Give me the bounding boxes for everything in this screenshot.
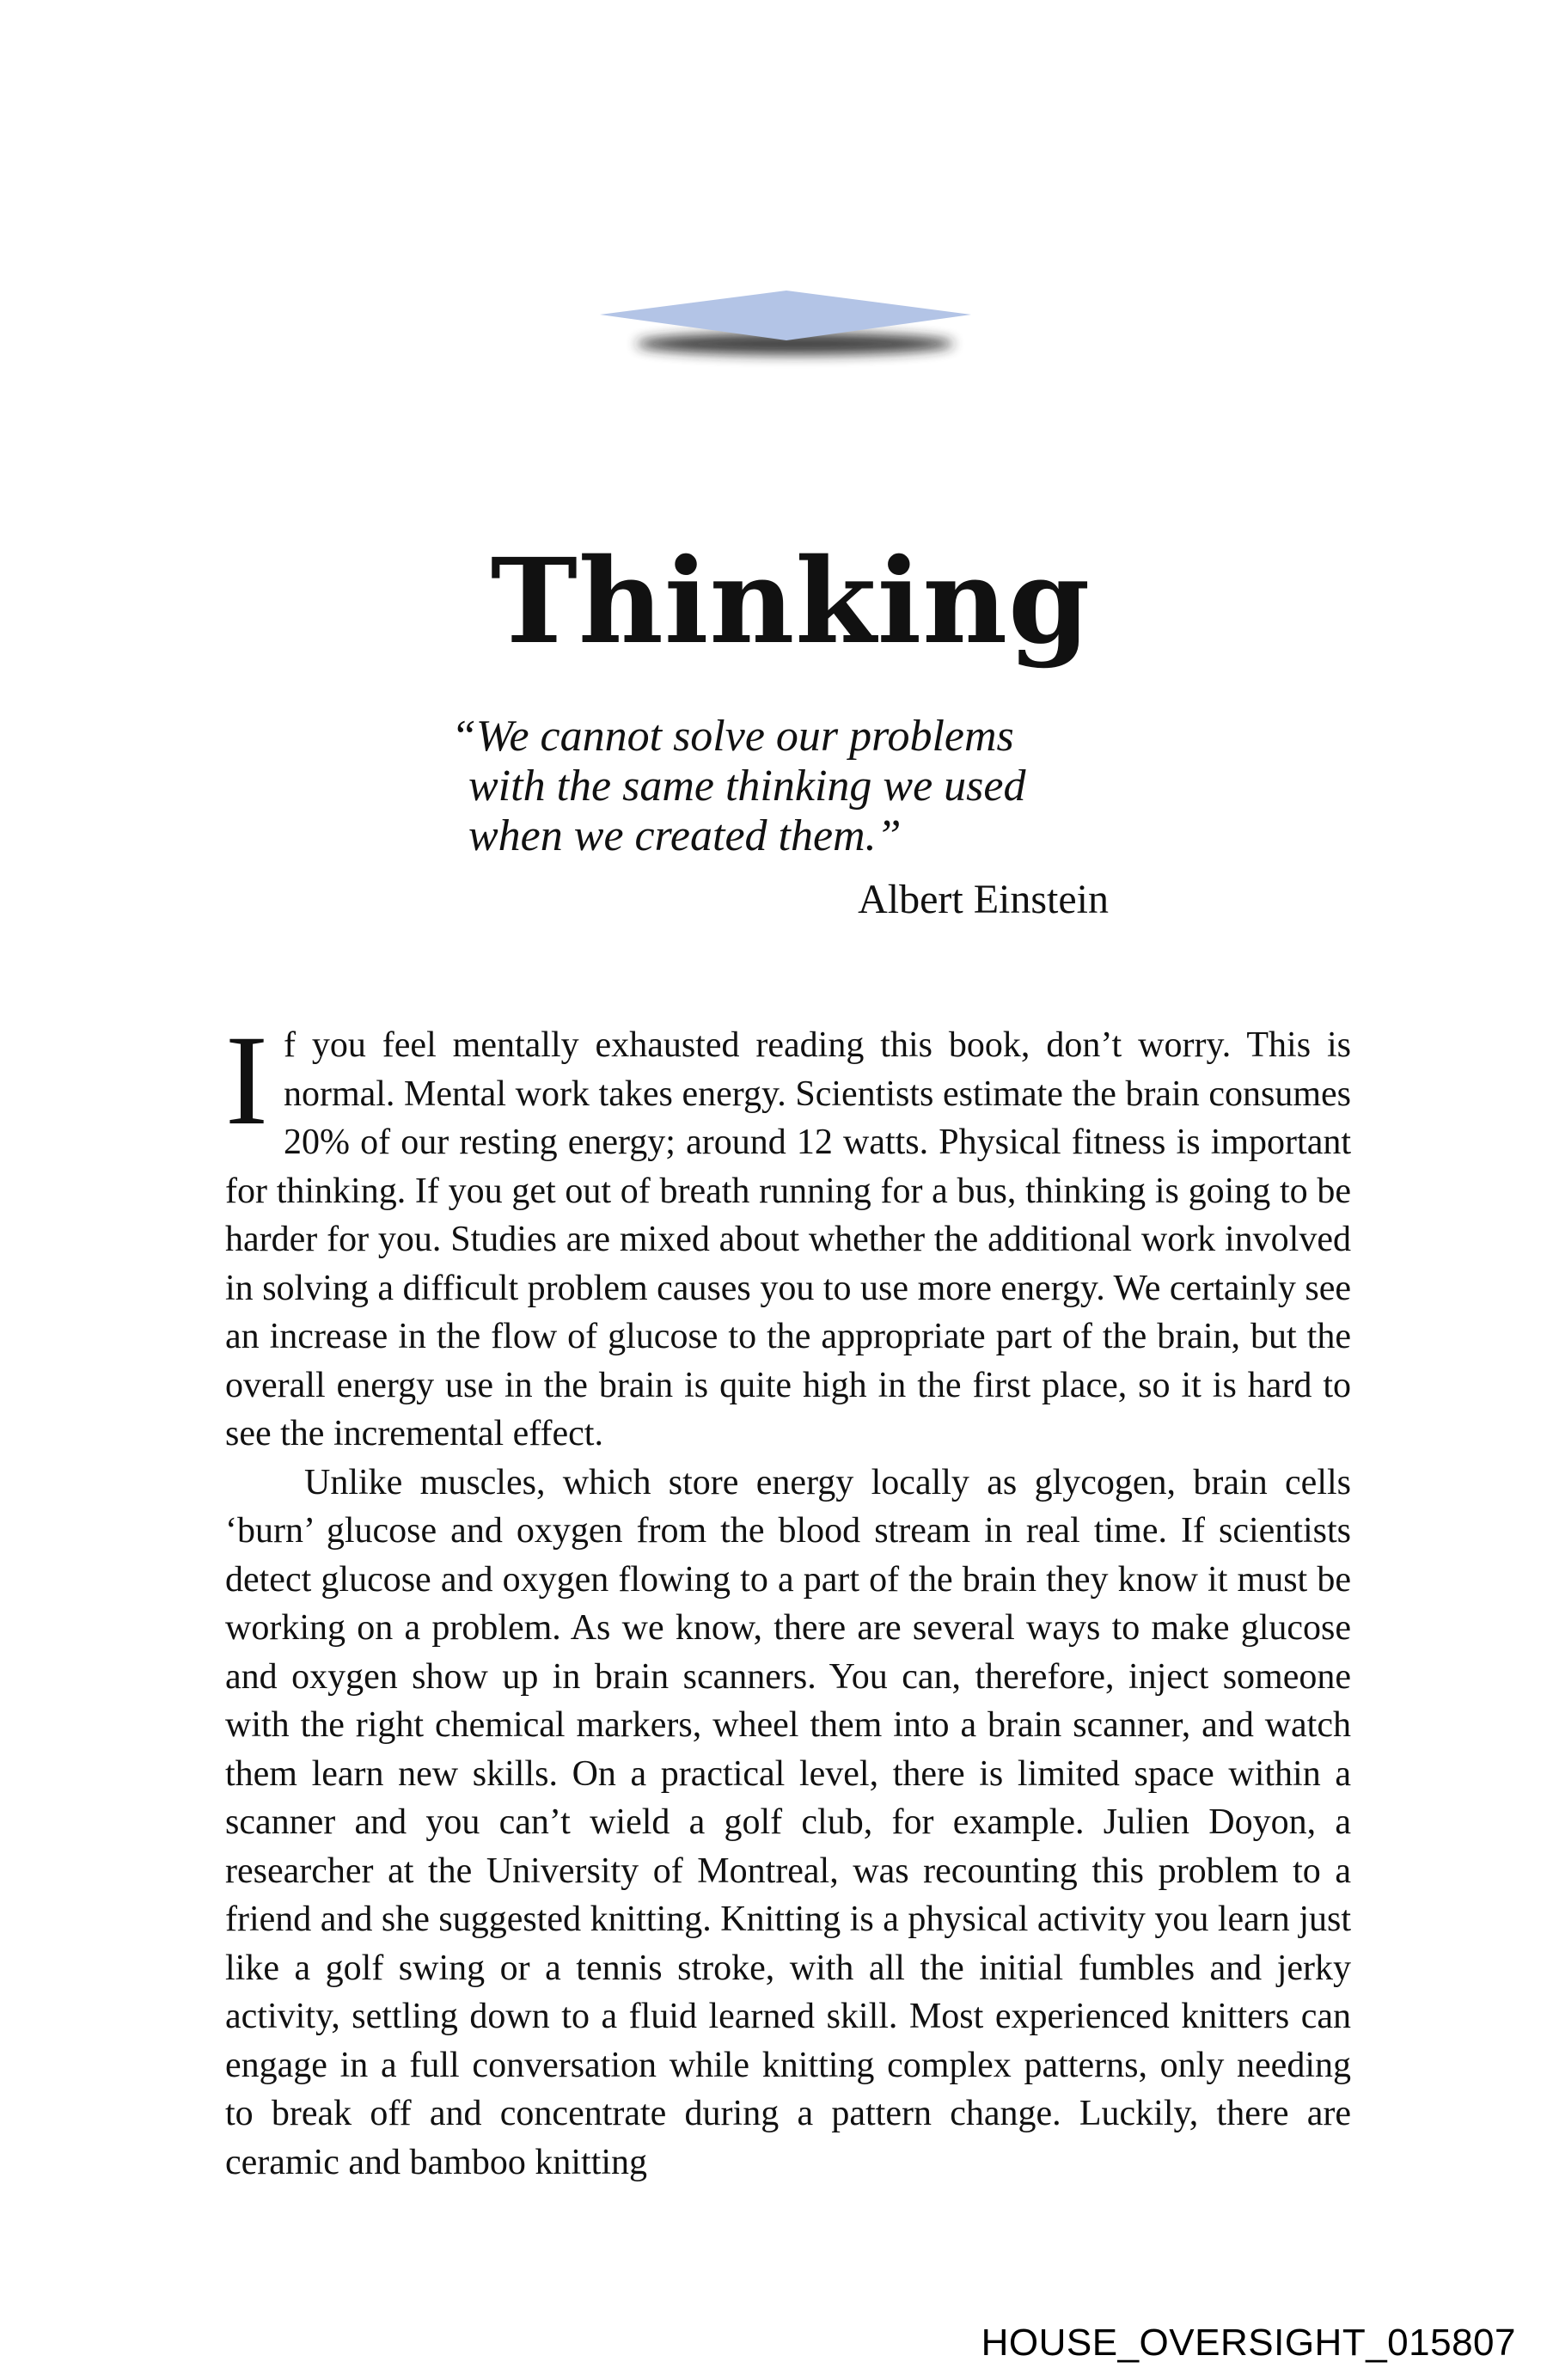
drop-cap: I xyxy=(225,1009,268,1152)
body-text xyxy=(225,1009,1351,2187)
chapter-title: Thinking xyxy=(490,533,1091,670)
paragraph xyxy=(225,1009,1351,1459)
epigraph-line: “We cannot solve our problems xyxy=(451,712,1014,761)
epigraph-line: with the same thinking we used xyxy=(468,762,1026,811)
ornament-diamond xyxy=(600,291,971,340)
epigraph xyxy=(451,712,1122,925)
document-id: HOUSE_OVERSIGHT_015807 xyxy=(981,2322,1516,2364)
epigraph-line: when we created them.” xyxy=(468,811,902,860)
diamond-ornament-icon xyxy=(593,284,980,378)
paragraph: Unlike muscles, which store energy locally as glycogen, brain cells ‘burn’ glucose and oxygen from the blood stream in real time. If scientists detect glucose and oxygen flowing to a part of the brain they know it must be working on a problem. As we know, there are several ways to make glucose and oxygen show up in brain scanners. You can, therefore, inject someone with the right chemical markers, wheel them into a brain scanner, and watch them learn new skills. On a practical level, there is limited space within a scanner and you can’t wield a golf club, for example. Julien Doyon, a researcher at the University of Montreal, was recounting this problem to a friend and she suggested knitting. Knitting is a physical activity you learn just like a golf swing or a tennis stroke, with all the initial fumbles and jerky activity, settling down to a fluid learned skill. Most experienced knitters can engage in a full conversation while knitting complex patterns, only needing to break off and concentrate during a pattern change. Luckily, there are ceramic and bamboo knitting xyxy=(225,1462,1351,2182)
epigraph-attribution: Albert Einstein xyxy=(858,877,1109,922)
paragraph-text: f you feel mentally exhausted reading this book, don’t worry. This is normal. Mental work takes energy. Scientists estimate the brain consumes 20% of our resting energy; around 12 watts. Physical fitness is important for thinking. If you get out of breath running for a bus, thinking is going to be harder for you. Studies are mixed about whether the additional work involved in solving a difficult problem causes you to use more energy. We certainly see an increase in the flow of glucose to the appropriate part of the brain, but the overall energy use in the brain is quite high in the first place, so it is hard to see the incremental effect. xyxy=(225,1025,1351,1453)
